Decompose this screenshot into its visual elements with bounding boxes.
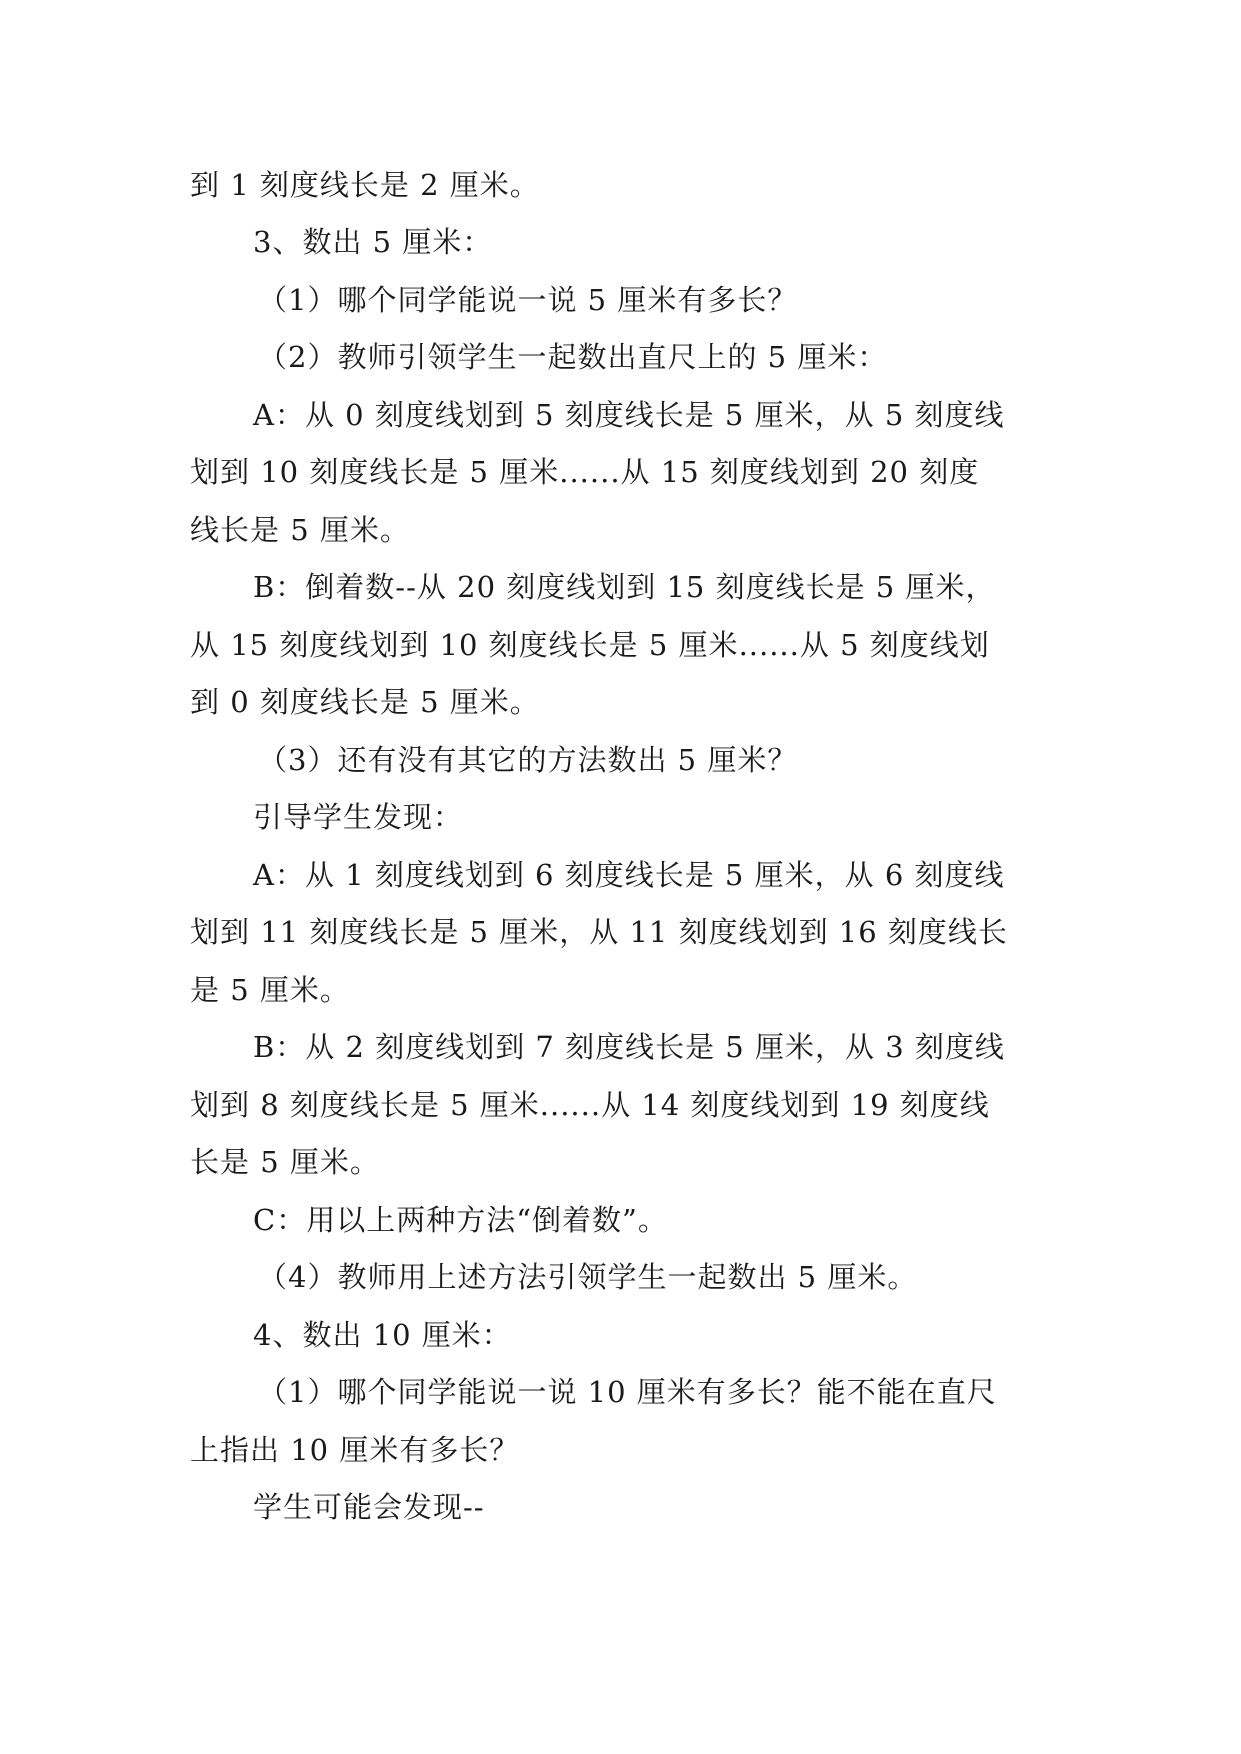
discover-b-line-1: B：从 2 刻度线划到 7 刻度线长是 5 厘米，从 3 刻度线 bbox=[253, 1030, 1005, 1064]
discover-a-line-1: A：从 1 刻度线划到 6 刻度线长是 5 厘米，从 6 刻度线 bbox=[253, 858, 1005, 892]
text-line-1: 到 1 刻度线长是 2 厘米。 bbox=[190, 168, 540, 202]
question-2: （2）教师引领学生一起数出直尺上的 5 厘米： bbox=[258, 340, 888, 374]
method-b-line-1: B：倒着数--从 20 刻度线划到 15 刻度线长是 5 厘米， bbox=[253, 570, 996, 604]
discover-c-line: C：用以上两种方法“倒着数”。 bbox=[253, 1203, 668, 1237]
method-b-line-3: 到 0 刻度线长是 5 厘米。 bbox=[190, 685, 540, 719]
question-3: （3）还有没有其它的方法数出 5 厘米？ bbox=[258, 743, 798, 777]
method-a-line-2: 划到 10 刻度线长是 5 厘米......从 15 刻度线划到 20 刻度 bbox=[190, 455, 980, 489]
discover-b-line-2: 划到 8 刻度线长是 5 厘米......从 14 刻度线划到 19 刻度线 bbox=[190, 1088, 990, 1122]
discover-a-line-2: 划到 11 刻度线长是 5 厘米，从 11 刻度线划到 16 刻度线长 bbox=[190, 915, 1008, 949]
question-4-1-line-1: （1）哪个同学能说一说 10 厘米有多长？能不能在直尺 bbox=[258, 1375, 997, 1409]
method-b-line-2: 从 15 刻度线划到 10 刻度线长是 5 厘米......从 5 刻度线划 bbox=[190, 628, 990, 662]
question-4-1-line-2: 上指出 10 厘米有多长？ bbox=[190, 1433, 520, 1467]
question-1: （1）哪个同学能说一说 5 厘米有多长？ bbox=[258, 283, 798, 317]
method-a-line-1: A：从 0 刻度线划到 5 刻度线长是 5 厘米，从 5 刻度线 bbox=[253, 398, 1005, 432]
discover-b-line-3: 长是 5 厘米。 bbox=[190, 1145, 380, 1179]
student-discovery-line: 学生可能会发现-- bbox=[253, 1490, 485, 1524]
guide-heading: 引导学生发现： bbox=[253, 800, 464, 834]
question-4: （4）教师用上述方法引领学生一起数出 5 厘米。 bbox=[258, 1260, 918, 1294]
method-a-line-3: 线长是 5 厘米。 bbox=[190, 513, 410, 547]
section-heading-4: 4、数出 10 厘米： bbox=[253, 1318, 512, 1352]
section-heading-3: 3、数出 5 厘米： bbox=[253, 225, 493, 259]
discover-a-line-3: 是 5 厘米。 bbox=[190, 973, 350, 1007]
